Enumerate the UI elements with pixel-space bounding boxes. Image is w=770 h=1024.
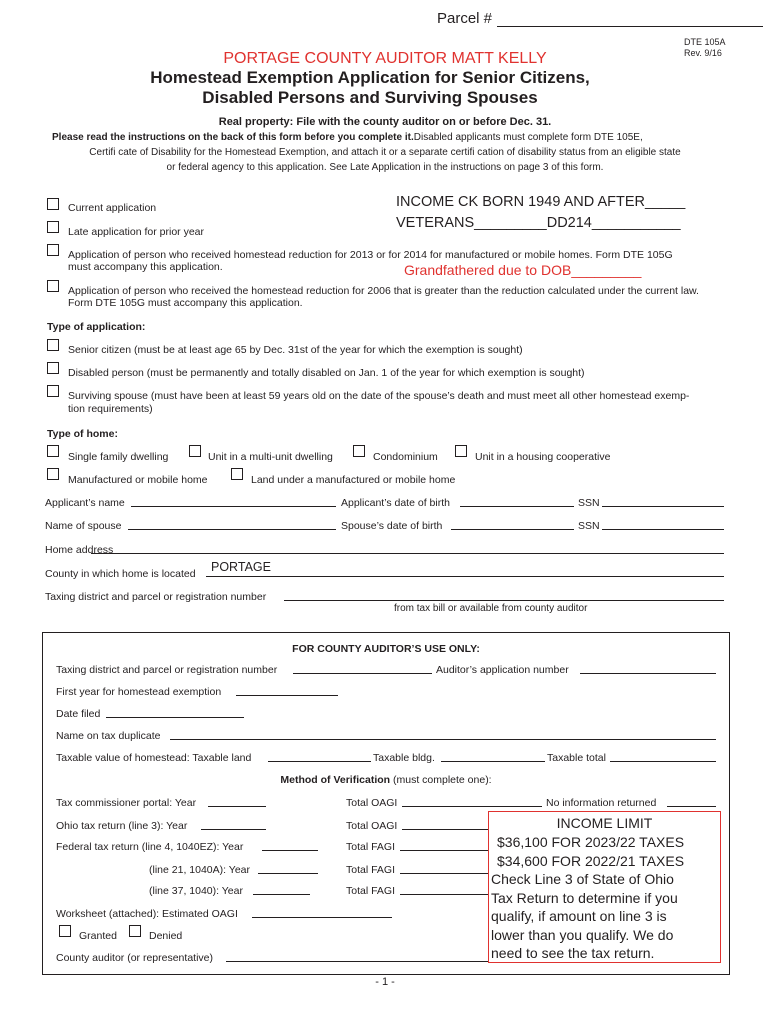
income-note-line7: lower than you qualify. We do	[491, 927, 674, 943]
first-year-label: First year for homestead exemption	[56, 686, 222, 698]
land-under-mobile-label: Land under a manufactured or mobile home	[251, 474, 456, 486]
federal-return-year-field[interactable]	[262, 850, 318, 851]
single-family-checkbox[interactable]	[47, 445, 59, 457]
income-ck-note: INCOME CK BORN 1949 AND AFTER_____	[396, 194, 686, 210]
county-field[interactable]	[206, 576, 724, 577]
portal-label: Tax commissioner portal: Year	[56, 797, 197, 809]
taxing-district-label: Taxing district and parcel or registration number	[45, 591, 267, 603]
total-fagi-label-2: Total FAGI	[346, 864, 396, 876]
line37-label: (line 37, 1040): Year	[149, 885, 243, 897]
page-number: - 1 -	[375, 976, 395, 988]
income-limit-2022: $34,600 FOR 2022/21 TAXES	[497, 853, 685, 869]
auditor-app-number-label: Auditor’s application number	[436, 664, 569, 676]
instructions-line2: Certifi cate of Disability for the Homestead Exemption, and attach it or a separate certifi cation of disability status from an eligible state	[89, 147, 681, 158]
spouse-dob-label: Spouse’s date of birth	[341, 520, 443, 532]
total-fagi-label-1: Total FAGI	[346, 841, 396, 853]
form-title-line2: Disabled Persons and Surviving Spouses	[202, 88, 538, 107]
county-label: County in which home is located	[45, 568, 196, 580]
total-oagi-field-2[interactable]	[402, 829, 488, 830]
county-auditor-label: County auditor (or representative)	[56, 952, 213, 964]
applicant-ssn-label: SSN	[578, 497, 600, 509]
method-of-verification: Method of Verification (must complete one):	[280, 774, 492, 786]
taxing-district-field[interactable]	[284, 600, 724, 601]
senior-checkbox[interactable]	[47, 339, 59, 351]
spouse-name-label: Name of spouse	[45, 520, 122, 532]
county-value: PORTAGE	[211, 560, 271, 574]
surviving-spouse-checkbox[interactable]	[47, 385, 59, 397]
veterans-note: VETERANS_________DD214___________	[396, 215, 681, 231]
taxable-bldg-field[interactable]	[441, 761, 545, 762]
instructions-line1: Please read the instructions on the back of this form before you complete it.Disabled applicants must complete form DTE 105E,	[52, 132, 643, 143]
line21-label: (line 21, 1040A): Year	[149, 864, 250, 876]
reduction-2006-label: Application of person who received the homestead reduction for 2006 that is greater than the reduction calculated under the current law.	[68, 285, 699, 297]
applicant-name-field[interactable]	[131, 506, 336, 507]
home-address-label: Home address	[45, 544, 114, 556]
county-auditor-field[interactable]	[226, 961, 488, 962]
line21-year-field[interactable]	[258, 873, 318, 874]
date-filed-field[interactable]	[106, 717, 244, 718]
disabled-checkbox[interactable]	[47, 362, 59, 374]
first-year-field[interactable]	[236, 695, 338, 696]
housing-cooperative-label: Unit in a housing cooperative	[475, 451, 611, 463]
worksheet-label: Worksheet (attached): Estimated OAGI	[56, 908, 238, 920]
form-rev: Rev. 9/16	[684, 48, 722, 58]
granted-checkbox[interactable]	[59, 925, 71, 937]
auditor-taxing-label: Taxing district and parcel or registration number	[56, 664, 278, 676]
total-oagi-field-1[interactable]	[402, 806, 542, 807]
reduction-2013-label: Application of person who received homestead reduction for 2013 or for 2014 for manufactured or mobile homes. Form DTE 105G	[68, 249, 673, 261]
current-application-checkbox[interactable]	[47, 198, 59, 210]
spouse-ssn-field[interactable]	[602, 529, 724, 530]
applicant-ssn-field[interactable]	[602, 506, 724, 507]
date-filed-label: Date filed	[56, 708, 101, 720]
ohio-return-year-field[interactable]	[201, 829, 266, 830]
mobile-home-checkbox[interactable]	[47, 468, 59, 480]
applicant-dob-label: Applicant’s date of birth	[341, 497, 450, 509]
ohio-return-label: Ohio tax return (line 3): Year	[56, 820, 188, 832]
mobile-home-label: Manufactured or mobile home	[68, 474, 208, 486]
disabled-label: Disabled person (must be permanently and totally disabled on Jan. 1 of the year for which exemption is sought)	[68, 367, 585, 379]
type-of-application-heading: Type of application:	[47, 321, 146, 333]
income-limit-2023: $36,100 FOR 2023/22 TAXES	[497, 834, 685, 850]
federal-return-label: Federal tax return (line 4, 1040EZ): Year	[56, 841, 244, 853]
land-under-mobile-checkbox[interactable]	[231, 468, 243, 480]
taxing-district-note: from tax bill or available from county auditor	[394, 603, 588, 614]
reduction-2006-label-2: Form DTE 105G must accompany this application.	[68, 297, 303, 309]
name-on-duplicate-field[interactable]	[170, 739, 716, 740]
spouse-name-field[interactable]	[128, 529, 336, 530]
taxable-bldg-label: Taxable bldg.	[373, 752, 435, 764]
auditor-taxing-field[interactable]	[293, 673, 432, 674]
taxable-land-label: Taxable value of homestead: Taxable land	[56, 752, 252, 764]
income-note-line8: need to see the tax return.	[491, 945, 655, 961]
condominium-checkbox[interactable]	[353, 445, 365, 457]
parcel-field[interactable]	[497, 26, 763, 27]
condominium-label: Condominium	[373, 451, 438, 463]
granted-label: Granted	[79, 930, 117, 942]
multi-unit-label: Unit in a multi-unit dwelling	[208, 451, 333, 463]
income-limit-heading: INCOME LIMIT	[556, 815, 653, 831]
income-note-line6: qualify, if amount on line 3 is	[491, 908, 667, 924]
auditor-name: PORTAGE COUNTY AUDITOR MATT KELLY	[223, 50, 547, 67]
instructions-line3: or federal agency to this application. See Late Application in the instructions on page 3 of this form.	[166, 162, 604, 173]
late-application-label: Late application for prior year	[68, 226, 204, 238]
single-family-label: Single family dwelling	[68, 451, 169, 463]
total-oagi-label-2: Total OAGI	[346, 820, 398, 832]
auditor-use-heading: FOR COUNTY AUDITOR’S USE ONLY:	[292, 643, 480, 655]
total-fagi-label-3: Total FAGI	[346, 885, 396, 897]
reduction-2013-checkbox[interactable]	[47, 244, 59, 256]
income-note-line5: Tax Return to determine if you	[491, 890, 678, 906]
spouse-ssn-label: SSN	[578, 520, 600, 532]
no-info-label: No information returned	[546, 797, 657, 809]
denied-checkbox[interactable]	[129, 925, 141, 937]
applicant-name-label: Applicant’s name	[45, 497, 125, 509]
applicant-dob-field[interactable]	[460, 506, 574, 507]
line37-year-field[interactable]	[253, 894, 310, 895]
taxable-land-field[interactable]	[268, 761, 371, 762]
filing-deadline: Real property: File with the county auditor on or before Dec. 31.	[218, 116, 552, 128]
housing-cooperative-checkbox[interactable]	[455, 445, 467, 457]
taxable-total-label: Taxable total	[547, 752, 606, 764]
senior-label: Senior citizen (must be at least age 65 by Dec. 31st of the year for which the exemption is sought)	[68, 344, 523, 356]
home-address-field[interactable]	[91, 553, 724, 554]
denied-label: Denied	[149, 930, 183, 942]
multi-unit-checkbox[interactable]	[189, 445, 201, 457]
reduction-2013-label-2: must accompany this application.	[68, 261, 223, 273]
taxable-total-field[interactable]	[610, 761, 716, 762]
parcel-label: Parcel #	[437, 10, 493, 27]
total-oagi-label-1: Total OAGI	[346, 797, 398, 809]
total-fagi-field-3[interactable]	[400, 894, 488, 895]
form-title-line1: Homestead Exemption Application for Senior Citizens,	[150, 68, 590, 87]
surviving-spouse-label-2: tion requirements)	[68, 403, 153, 415]
grandfathered-note: Grandfathered due to DOB_________	[404, 262, 642, 278]
reduction-2006-checkbox[interactable]	[47, 280, 59, 292]
name-on-duplicate-label: Name on tax duplicate	[56, 730, 161, 742]
auditor-app-number-field[interactable]	[580, 673, 716, 674]
total-fagi-field-1[interactable]	[400, 850, 488, 851]
form-id: DTE 105A	[684, 37, 726, 47]
total-fagi-field-2[interactable]	[400, 873, 488, 874]
late-application-checkbox[interactable]	[47, 221, 59, 233]
current-application-label: Current application	[68, 202, 157, 214]
no-info-field[interactable]	[667, 806, 716, 807]
portal-year-field[interactable]	[208, 806, 266, 807]
income-note-line4: Check Line 3 of State of Ohio	[491, 871, 674, 887]
worksheet-field[interactable]	[252, 917, 392, 918]
spouse-dob-field[interactable]	[451, 529, 574, 530]
type-of-home-heading: Type of home:	[47, 428, 118, 440]
surviving-spouse-label: Surviving spouse (must have been at least 59 years old on the date of the spouse’s death and must meet all other homestead exemp-	[68, 390, 690, 402]
